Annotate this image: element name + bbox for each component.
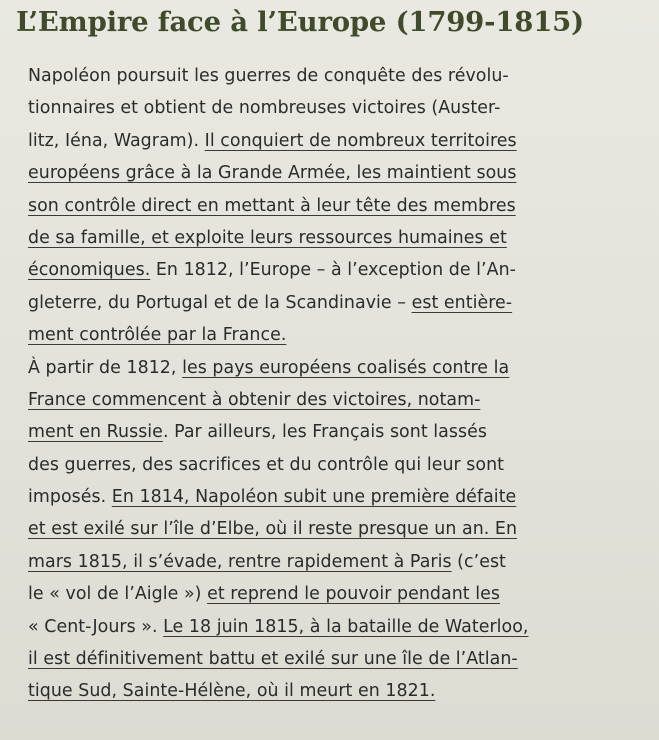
underlined-text: de sa famille, et exploite leurs ressources humaines et: [28, 227, 507, 248]
line-text-end: (c’est: [451, 551, 506, 572]
underlined-text: ment en Russie: [28, 422, 163, 443]
underlined-text: européens grâce à la Grande Armée, les maintient sous: [28, 163, 517, 184]
text-line: [28, 675, 656, 707]
text-line: [28, 449, 656, 481]
line-text-end: . Par ailleurs, les Français sont lassés: [162, 422, 487, 443]
text-line: [28, 416, 656, 448]
text-line: [28, 92, 656, 124]
line-text: Napoléon poursuit les guerres de conquête des révolu-: [28, 66, 509, 86]
underlined-text: est entière-: [411, 292, 513, 313]
text-line: [28, 190, 656, 222]
underlined-text: et reprend le pouvoir pendant les: [207, 584, 500, 605]
text-line: [28, 546, 656, 578]
underlined-text: les pays européens coalisés contre la: [182, 357, 510, 378]
underlined-text: Il conquiert de nombreux territoires: [204, 130, 517, 151]
line-text-end: En 1812, l’Europe – à l’exception de l’An-: [150, 260, 516, 281]
line-text: litz, Iéna, Wagram).: [28, 130, 205, 151]
body-text: [28, 60, 656, 708]
line-text: À partir de 1812,: [28, 357, 183, 378]
underlined-text: En 1814, Napoléon subit une première défaite: [111, 487, 517, 508]
underlined-text: il est définitivement battu et exilé sur une île de l’Atlan-: [28, 649, 518, 670]
line-text: tionnaires et obtient de nombreuses victoires (Auster-: [28, 98, 501, 119]
text-line: [28, 319, 656, 351]
underlined-text: mars 1815, il s’évade, rentre rapidement à Paris: [28, 551, 452, 572]
underlined-text: Le 18 juin 1815, à la bataille de Waterloo,: [163, 616, 529, 637]
underlined-text: France commencent à obtenir des victoires, notam-: [28, 389, 481, 410]
text-line: [28, 222, 656, 254]
text-line: [28, 513, 656, 545]
text-line: [28, 254, 656, 286]
text-line: [28, 352, 656, 384]
text-line: [28, 643, 656, 675]
line-text: des guerres, des sacrifices et du contrôle qui leur sont: [28, 454, 505, 475]
line-text: imposés.: [28, 487, 112, 508]
text-line: [28, 611, 656, 643]
underlined-text: tique Sud, Sainte-Hélène, où il meurt en 1821.: [28, 681, 436, 702]
text-line: [28, 578, 656, 610]
text-line: [28, 125, 656, 157]
underlined-text: son contrôle direct en mettant à leur tête des membres: [28, 195, 516, 216]
text-line: [28, 384, 656, 416]
text-line: [28, 60, 656, 92]
line-text: gleterre, du Portugal et de la Scandinavie –: [28, 292, 412, 313]
underlined-text: et est exilé sur l’île d’Elbe, où il reste presque un an. En: [28, 519, 518, 540]
line-text: « Cent-Jours ».: [28, 616, 164, 637]
text-line: [28, 157, 656, 189]
text-line: [28, 481, 656, 513]
underlined-text: ment contrôlée par la France.: [28, 325, 287, 346]
text-line: [28, 287, 656, 319]
underlined-text: économiques.: [28, 260, 151, 281]
line-text: le « vol de l’Aigle »): [28, 584, 208, 605]
page-title: L’Empire face à l’Europe (1799-1815): [16, 6, 584, 38]
